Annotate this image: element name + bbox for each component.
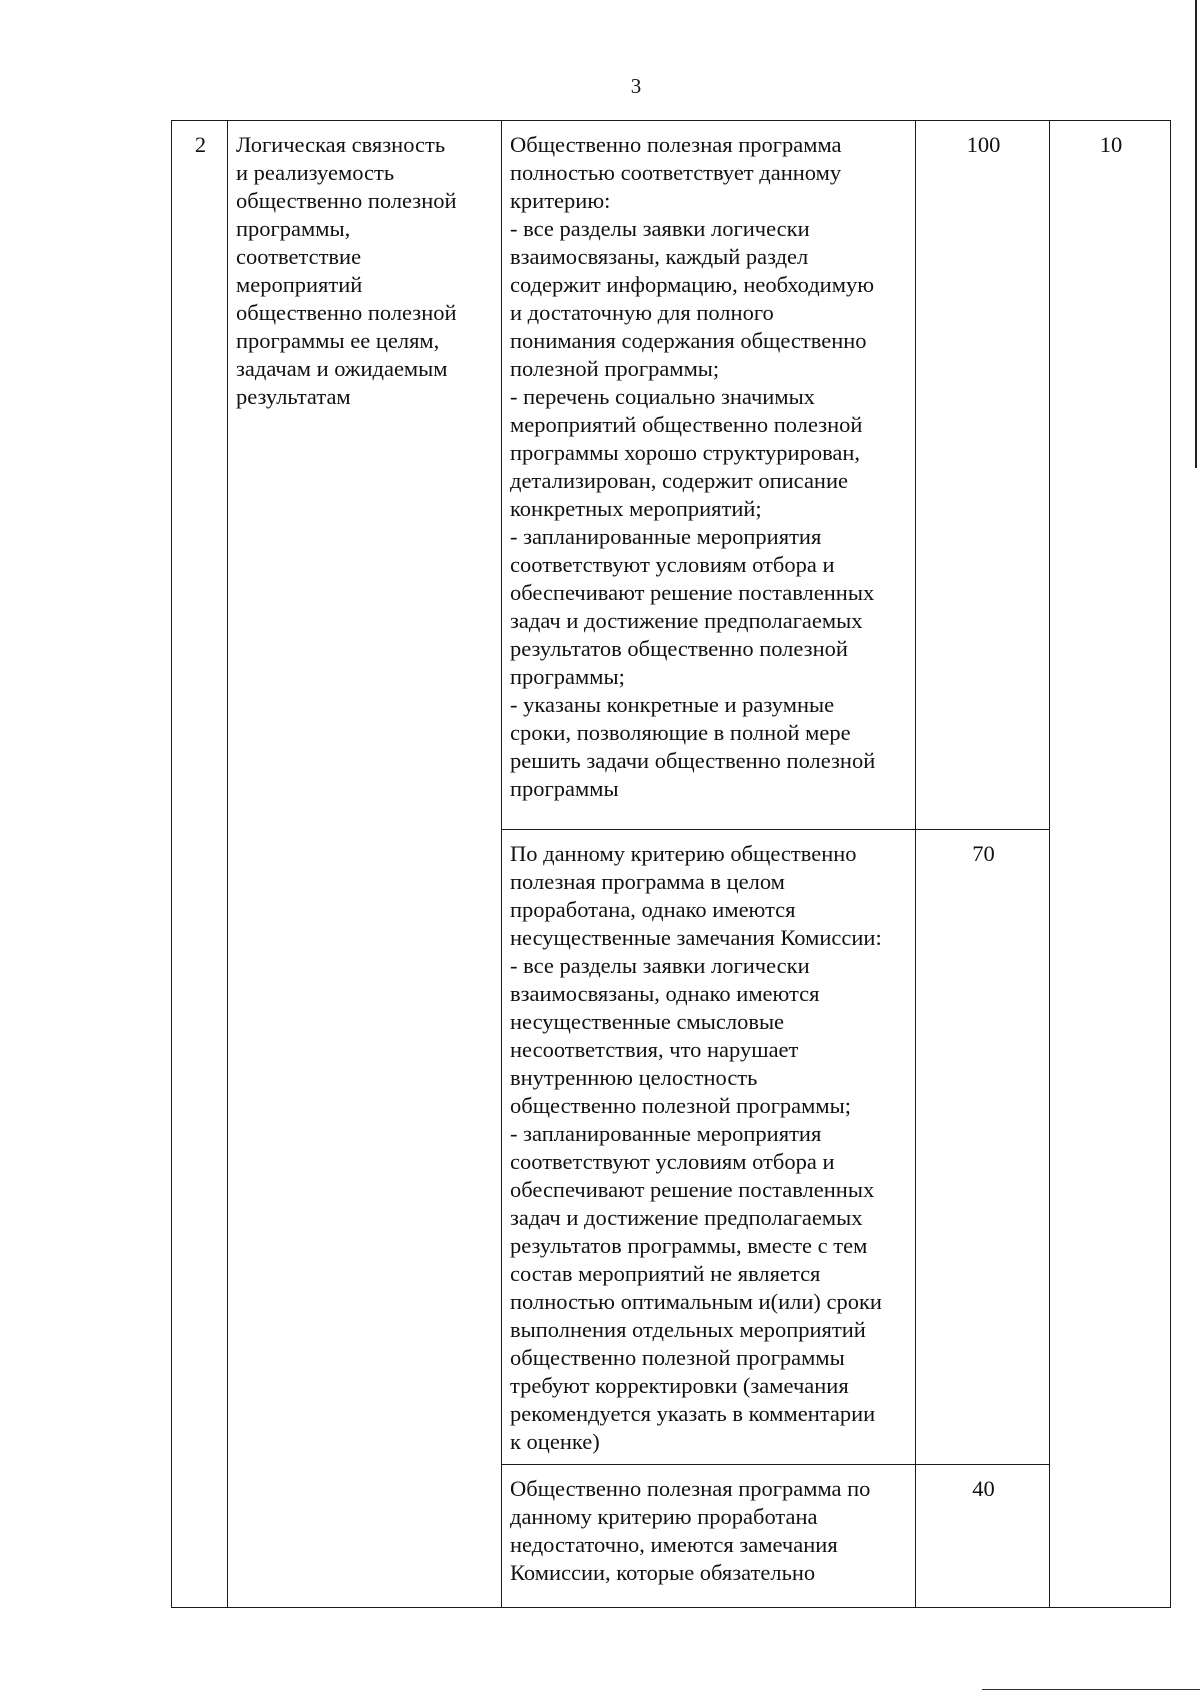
criterion-line: общественно полезной	[236, 300, 457, 325]
description-line: решить задачи общественно полезной	[510, 748, 876, 773]
criterion-cell	[228, 121, 502, 1608]
description-line: Общественно полезная программа	[510, 132, 842, 157]
footer-rule	[982, 1689, 1200, 1690]
description-line: взаимосвязаны, однако имеются	[510, 981, 820, 1006]
criterion-line: соответствие	[236, 244, 362, 269]
description-line: Общественно полезная программа по	[510, 1476, 871, 1501]
row-number: 2	[194, 132, 207, 157]
criterion-line: задачам и ожидаемым	[236, 356, 448, 381]
table-row	[172, 121, 1171, 830]
description-line: взаимосвязаны, каждый раздел	[510, 244, 809, 269]
max-score-cell	[1050, 121, 1171, 1608]
description-line: программы;	[510, 664, 625, 689]
description-line: программы	[510, 776, 619, 801]
description-line: По данному критерию общественно	[510, 841, 857, 866]
criterion-line: общественно полезной	[236, 188, 457, 213]
description-line: полезная программа в целом	[510, 869, 785, 894]
row-number-cell	[172, 121, 228, 1608]
score-value: 100	[966, 132, 1001, 157]
score-cell	[916, 1465, 1050, 1608]
description-line: несущественные смысловые	[510, 1009, 785, 1034]
description-line: - все разделы заявки логически	[510, 953, 810, 978]
description-line: задач и достижение предполагаемых	[510, 1205, 863, 1230]
description-line: внутреннюю целостность	[510, 1065, 758, 1090]
description-line: - все разделы заявки логически	[510, 216, 810, 241]
score-value: 40	[972, 1476, 995, 1501]
description-line: выполнения отдельных мероприятий	[510, 1317, 866, 1342]
description-line: результатов общественно полезной	[510, 636, 848, 661]
description-line: мероприятий общественно полезной	[510, 412, 863, 437]
description-line: соответствуют условиям отбора и	[510, 552, 835, 577]
description-line: понимания содержания общественно	[510, 328, 867, 353]
description-line: обеспечивают решение поставленных	[510, 580, 875, 605]
score-cell	[916, 830, 1050, 1465]
criterion-line: программы ее целям,	[236, 328, 440, 353]
description-line: содержит информацию, необходимую	[510, 272, 874, 297]
description-line: несоответствия, что нарушает	[510, 1037, 799, 1062]
description-line: Комиссии, которые обязательно	[510, 1560, 816, 1585]
score-value: 70	[972, 841, 995, 866]
description-line: к оценке)	[510, 1429, 600, 1454]
description-line: - запланированные мероприятия	[510, 524, 822, 549]
description-line: сроки, позволяющие в полной мере	[510, 720, 851, 745]
description-line: задач и достижение предполагаемых	[510, 608, 863, 633]
page-number: 3	[630, 74, 642, 98]
description-line: конкретных мероприятий;	[510, 496, 762, 521]
criterion-line: Логическая связность	[236, 132, 446, 157]
level-description-cell	[502, 121, 916, 830]
description-line: и достаточную для полного	[510, 300, 774, 325]
description-line: данному критерию проработана	[510, 1504, 818, 1529]
description-line: - запланированные мероприятия	[510, 1121, 822, 1146]
scan-edge-mark	[1195, 0, 1197, 468]
description-line: полностью соответствует данному	[510, 160, 842, 185]
description-line: общественно полезной программы;	[510, 1093, 852, 1118]
description-line: состав мероприятий не является	[510, 1261, 821, 1286]
criterion-line: мероприятий	[236, 272, 363, 297]
description-line: общественно полезной программы	[510, 1345, 845, 1370]
max-score-value: 10	[1099, 132, 1123, 157]
criteria-table	[171, 120, 1171, 1608]
description-line: детализирован, содержит описание	[510, 468, 848, 493]
description-line: - указаны конкретные и разумные	[510, 692, 835, 717]
description-line: недостаточно, имеются замечания	[510, 1532, 838, 1557]
description-line: полезной программы;	[510, 356, 720, 381]
description-line: несущественные замечания Комиссии:	[510, 925, 882, 950]
description-line: результатов программы, вместе с тем	[510, 1233, 868, 1258]
description-line: - перечень социально значимых	[510, 384, 815, 409]
level-description-cell	[502, 1465, 916, 1608]
description-line: соответствуют условиям отбора и	[510, 1149, 835, 1174]
score-cell	[916, 121, 1050, 830]
description-line: обеспечивают решение поставленных	[510, 1177, 875, 1202]
level-description-cell	[502, 830, 916, 1465]
description-line: рекомендуется указать в комментарии	[510, 1401, 876, 1426]
description-line: программы хорошо структурирован,	[510, 440, 861, 465]
description-line: проработана, однако имеются	[510, 897, 796, 922]
criterion-line: и реализуемость	[236, 160, 395, 185]
criterion-line: программы,	[236, 216, 351, 241]
description-line: критерию:	[510, 188, 611, 213]
description-line: требуют корректировки (замечания	[510, 1373, 849, 1398]
criterion-line: результатам	[236, 384, 351, 409]
description-line: полностью оптимальным и(или) сроки	[510, 1289, 882, 1314]
